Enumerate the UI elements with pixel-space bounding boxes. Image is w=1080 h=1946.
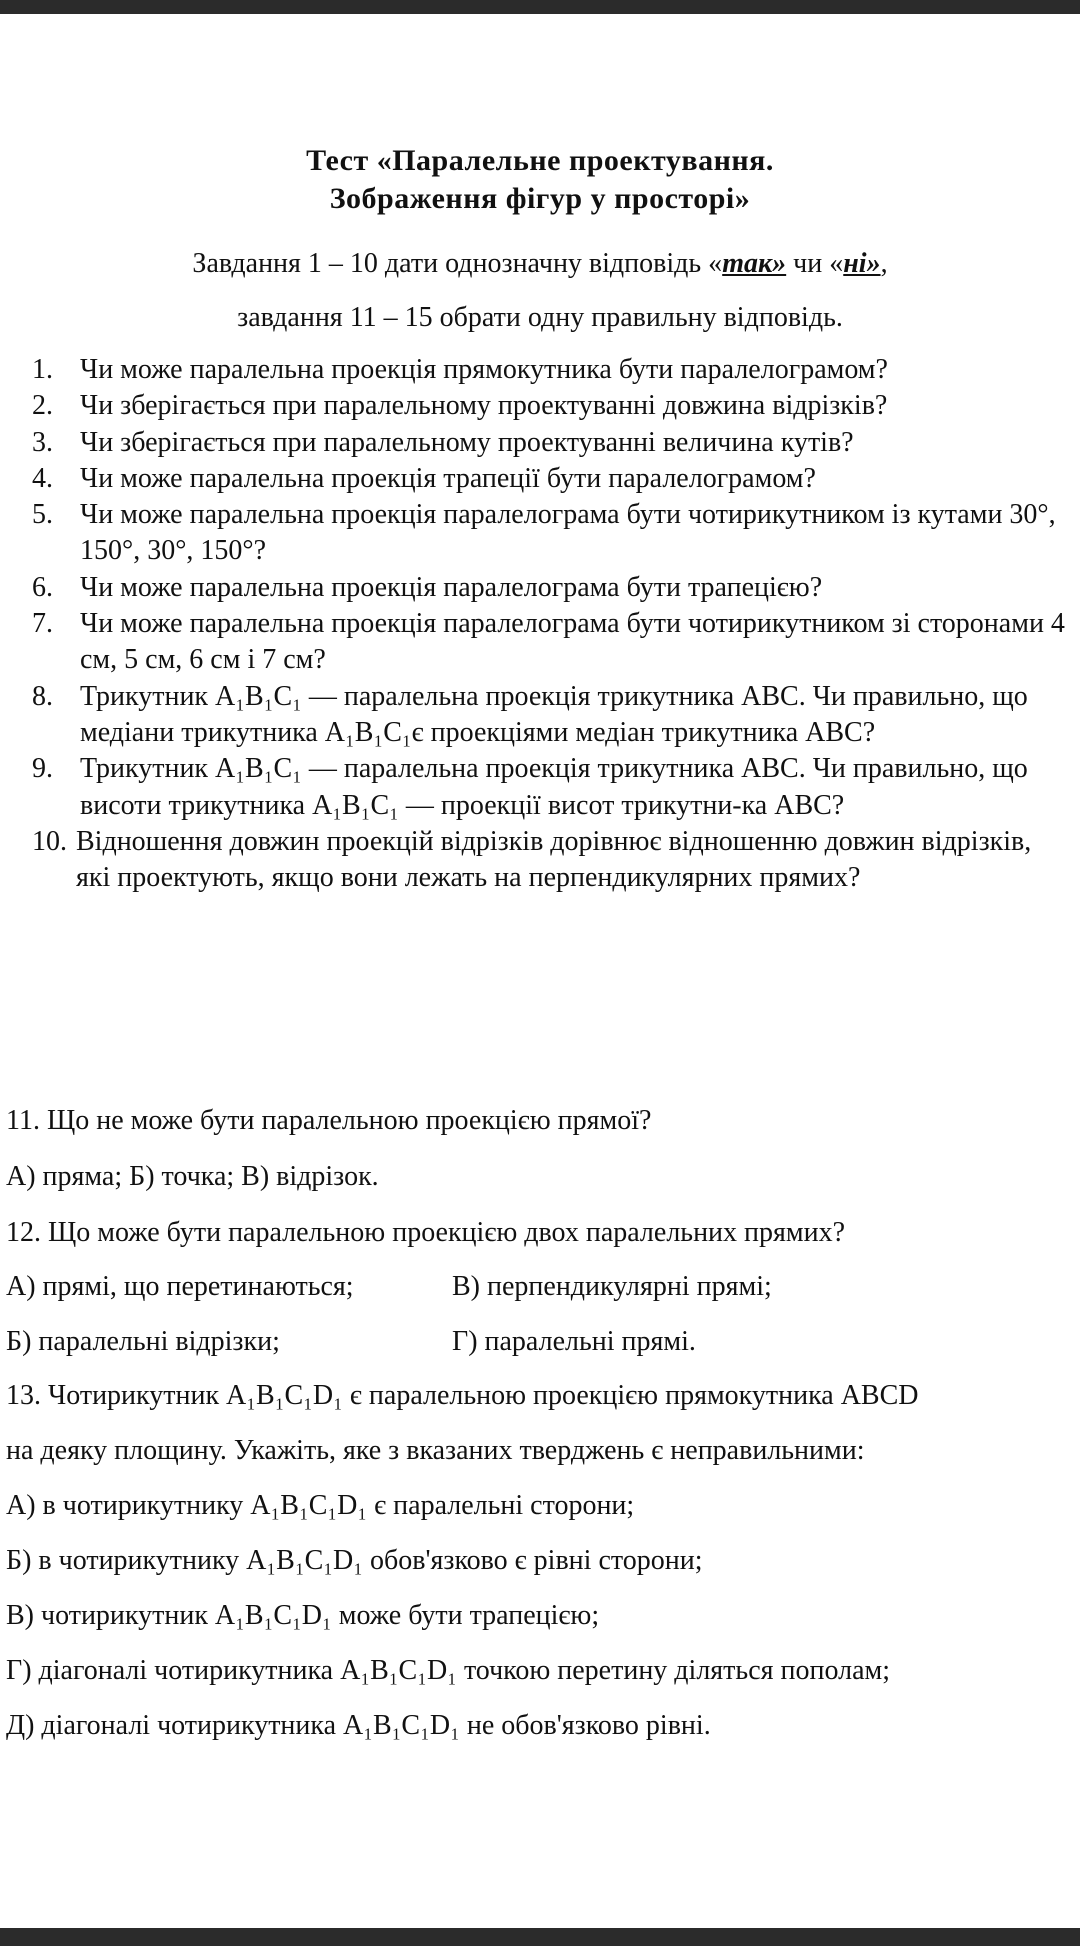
question-text: Чи може паралельна проекція прямокутника бути паралелограмом? [80, 354, 888, 385]
test-title-line2: Зображення фігур у просторі» [329, 182, 751, 215]
question-item [32, 352, 1067, 388]
instructions-middle: чи « [786, 248, 844, 279]
q12-question: 12. Що може бути паралельною проекцією двох паралельних прямих? [6, 1217, 846, 1248]
question-text: Чи може паралельна проекція паралелограма бути чотирикутником із кутами 30°, 150°, 30°, 150°? [80, 499, 1056, 567]
question-item [32, 679, 1067, 752]
question-text: Відношення довжин проекцій відрізків дорівнює відношенню довжин відрізків, які проектують, якщо вони лежать на перпендикулярних прямих? [76, 825, 1032, 894]
question-item [32, 824, 1067, 897]
question-number: 8. [32, 680, 53, 712]
question-item [32, 425, 1067, 461]
question-text: Чи може паралельна проекція паралелограма бути чотирикутником зі сторонами 4 см, 5 см, 6 см і 7 см? [80, 608, 1065, 676]
q11-options: А) пряма; Б) точка; В) відрізок. [6, 1161, 379, 1192]
instructions-prefix: Завдання 1 – 10 дати однозначну відповідь « [192, 248, 723, 279]
q12-option-a: А) прямі, що перетинаються; [6, 1271, 354, 1302]
q13-option: Г) діагоналі чотирикутника A₁B₁C₁D₁ точкою перетину діляться пополам; [6, 1655, 890, 1686]
q13-question-line1: 13. Чотирикутник A₁B₁C₁D₁ є паралельною проекцією прямокутника ABCD [6, 1380, 919, 1411]
q11-question: 11. Що не може бути паралельною проекцією прямої? [6, 1105, 652, 1136]
q13-option: Б) в чотирикутнику A₁B₁C₁D₁ обов'язково є рівні сторони; [6, 1545, 703, 1576]
q12-options-row1 [6, 1271, 1074, 1303]
q12-options-row2 [6, 1326, 1074, 1358]
question-item [32, 497, 1067, 570]
no-word: ні» [843, 248, 881, 279]
question-number: 7. [32, 608, 53, 640]
bottom-dark-bar [0, 1928, 1080, 1946]
question-text: Трикутник A₁B₁C₁ — паралельна проекція трикутника ABC. Чи правильно, що висоти трикутника A₁B₁C₁ — проекції висот трикутни-ка ABC? [80, 753, 1028, 821]
question-number: 5. [32, 499, 53, 531]
question-number: 4. [32, 462, 53, 494]
q12-option-v: В) перпендикулярні прямі; [452, 1271, 772, 1302]
question-number: 2. [32, 390, 53, 422]
question-item [32, 388, 1067, 424]
q13-option: А) в чотирикутнику A₁B₁C₁D₁ є паралельні сторони; [6, 1490, 635, 1521]
instructions-line2: завдання 11 – 15 обрати одну правильну відповідь. [237, 302, 843, 333]
test-title-line1: Тест «Паралельне проектування. [306, 144, 774, 177]
q13-option: Д) діагоналі чотирикутника A₁B₁C₁D₁ не обов'язково рівні. [6, 1710, 711, 1741]
question-number: 1. [32, 354, 53, 385]
instructions-line1 [0, 248, 1080, 280]
q13-option: В) чотирикутник A₁B₁C₁D₁ може бути трапецією; [6, 1600, 600, 1631]
question-number: 10. [32, 825, 67, 857]
question-item [32, 751, 1067, 824]
question-text: Чи може паралельна проекція трапеції бути паралелограмом? [80, 462, 816, 494]
q12-option-b: Б) паралельні відрізки; [6, 1326, 280, 1357]
question-item [32, 461, 1067, 497]
yes-word: так» [722, 248, 787, 279]
question-number: 6. [32, 571, 53, 603]
question-item [32, 570, 1067, 606]
question-item [32, 606, 1067, 679]
instructions-suffix: , [880, 248, 888, 279]
top-dark-bar [0, 0, 1080, 14]
question-text: Чи зберігається при паралельному проектуванні довжина відрізків? [80, 390, 888, 422]
question-number: 3. [32, 426, 53, 458]
q12-option-g: Г) паралельні прямі. [452, 1326, 696, 1357]
question-text: Трикутник A₁B₁C₁ — паралельна проекція трикутника ABC. Чи правильно, що медіани трикутника A₁B₁C₁є проекціями медіан трикутника ABC? [80, 680, 1028, 748]
question-number: 9. [32, 753, 53, 785]
yes-no-question-list [32, 352, 1067, 896]
question-text: Чи може паралельна проекція паралелограма бути трапецією? [80, 571, 823, 603]
q13-question-line2: на деяку площину. Укажіть, яке з вказаних тверджень є неправильними: [6, 1435, 865, 1466]
question-text: Чи зберігається при паралельному проектуванні величина кутів? [80, 426, 854, 458]
